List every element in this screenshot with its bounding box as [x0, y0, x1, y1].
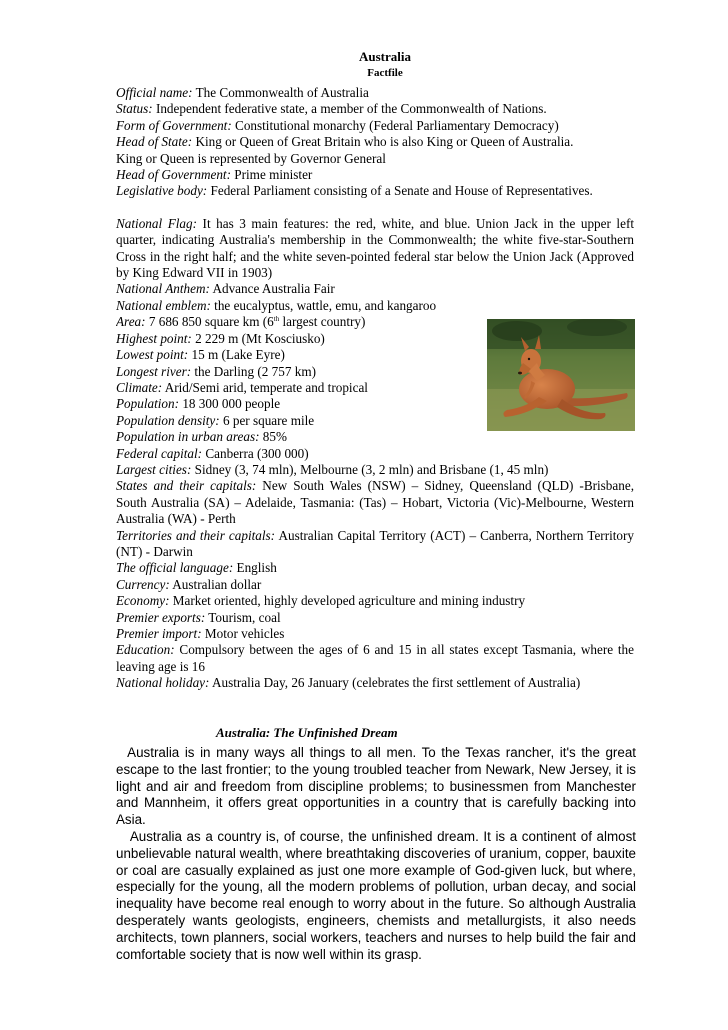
fact-education: Education: Compulsory between the ages of 6 and 15 in all states except Tasmania, where the leaving age is 16	[116, 642, 634, 674]
fact-federal-capital: Federal capital: Canberra (300 000)	[116, 445, 309, 461]
fact-longest-river: Longest river: the Darling (2 757 km)	[116, 363, 316, 379]
fact-currency: Currency: Australian dollar	[116, 576, 262, 592]
fact-states-capitals: States and their capitals: New South Wales (NSW) – Sidney, Queensland (QLD) -Brisbane, South Australia (SA) – Adelaide, Tasmania: (Tas) – Hobart, Victoria (Vic)-Melbourne, Western Australia (WA) - Perth	[116, 478, 635, 527]
fact-lowest-point: Lowest point: 15 m (Lake Eyre)	[116, 347, 285, 363]
fact-highest-point: Highest point: 2 229 m (Mt Kosciusko)	[116, 330, 325, 346]
fact-status: Status: Independent federative state, a member of the Commonwealth of Nations.	[116, 101, 547, 117]
fact-form-of-government: Form of Government: Constitutional monarchy (Federal Parliamentary Democracy)	[116, 117, 559, 133]
essay-paragraph: Australia as a country is, of course, the unfinished dream. It is a continent of almost unbelievable natural wealth, where breathtaking discoveries of uranium, copper, bauxite or coal are casually explained as just one more example of God-given luck, but where, especially for the young, all the modern problems of pollution, urban decay, and social inequality have become real enough to worry about in the future. So although Australia desperately wants geologists, engineers, chemists and metallurgists, it also needs architects, town planners, social workers, teachers and nurses to help build the fair and comfortable society that is now well within its grasp.	[116, 828, 640, 962]
kangaroo-photo	[487, 319, 635, 431]
fact-head-of-government: Head of Government: Prime minister	[116, 167, 313, 183]
fact-official-name: Official name: The Commonwealth of Australia	[116, 85, 369, 100]
essay-body	[116, 745, 640, 963]
spacer	[116, 200, 634, 216]
fact-premier-exports: Premier exports: Tourism, coal	[116, 609, 281, 625]
fact-climate: Climate: Arid/Semi arid, temperate and tropical	[116, 379, 368, 395]
fact-population-urban: Population in urban areas: 85%	[116, 429, 287, 445]
fact-head-of-state: Head of State: King or Queen of Great Britain who is also King or Queen of Australia. King or Queen is represented by Governor General	[116, 134, 574, 166]
fact-territories-capitals: Territories and their capitals: Australian Capital Territory (ACT) – Canberra, Northern Territory (NT) - Darwin	[116, 527, 635, 559]
fact-largest-cities: Largest cities: Sidney (3, 74 mln), Melbourne (3, 2 mln) and Brisbane (1, 45 mln)	[116, 461, 549, 477]
fact-premier-import: Premier import: Motor vehicles	[116, 626, 285, 641]
fact-national-flag: National Flag: It has 3 main features: the red, white, and blue. Union Jack in the upper left quarter, indicating Australia's membership in the Commonwealth; the white five-star-Southern Cross in the right half; and the white seven-pointed federal star below the Union Jack (Approved by King Edward VII in 1903)	[116, 215, 634, 281]
fact-area: Area: 7 686 850 square km (6th largest country)	[116, 314, 366, 330]
fact-official-language: The official language: English	[116, 560, 277, 576]
fact-population-density: Population density: 6 per square mile	[116, 412, 315, 428]
document-title: Australia	[359, 49, 411, 64]
fact-economy: Economy: Market oriented, highly developed agriculture and mining industry	[116, 593, 526, 609]
fact-national-anthem: National Anthem: Advance Australia Fair	[116, 281, 335, 297]
essay-paragraph: Australia is in many ways all things to all men. To the Texas rancher, it's the great escape to the last frontier; to the young troubled teacher from Newark, New Jersey, it is light and air and freedom from discipline problems; to businessmen from Manchester and Mannheim, it offers great opportunities in a country that is carefully backing into Asia.	[116, 745, 640, 828]
fact-national-holiday: National holiday: Australia Day, 26 January (celebrates the first settlement of Australia)	[116, 675, 581, 691]
essay-heading: Australia: The Unfinished Dream	[216, 725, 398, 740]
fact-national-emblem: National emblem: the eucalyptus, wattle, emu, and kangaroo	[116, 297, 437, 313]
fact-legislative-body: Legislative body: Federal Parliament consisting of a Senate and House of Representatives.	[116, 183, 593, 199]
kangaroo-illustration	[487, 319, 635, 431]
document-subtitle: Factfile	[367, 67, 403, 79]
fact-population: Population: 18 300 000 people	[116, 396, 281, 412]
